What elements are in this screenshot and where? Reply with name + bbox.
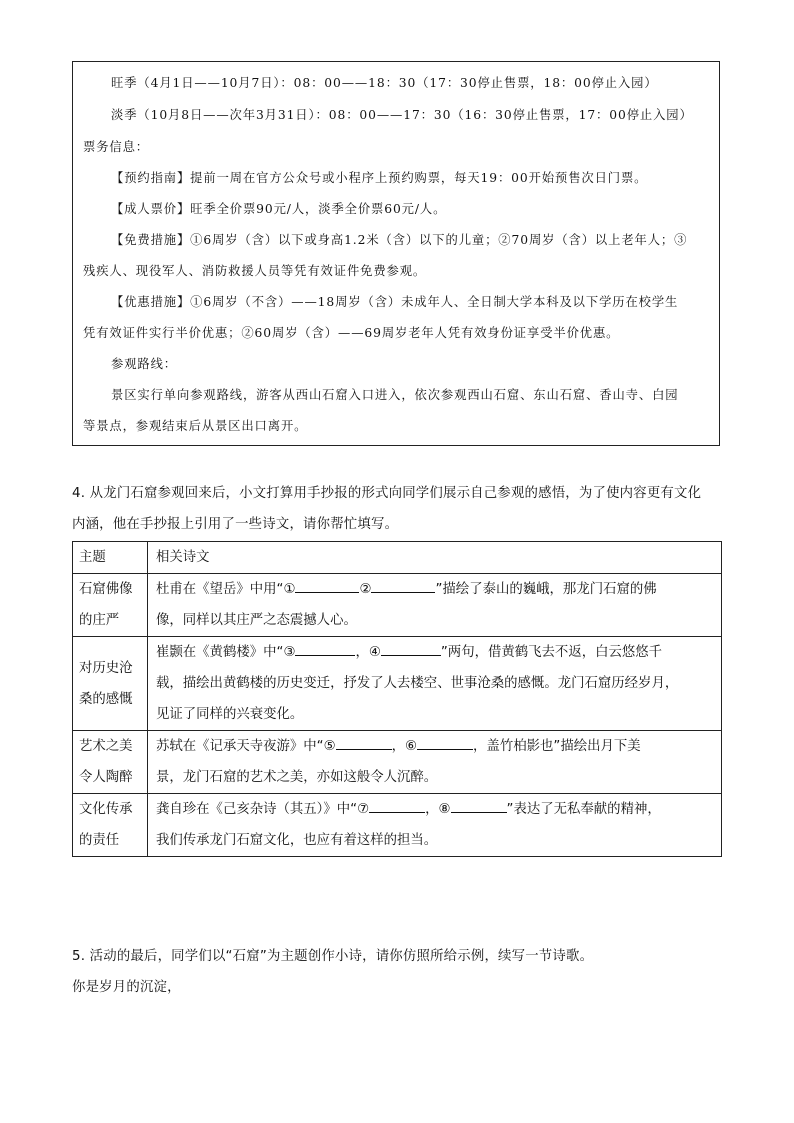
ticket-info-heading: 票务信息： [83,140,149,154]
question5-example-line: 你是岁月的沉淀， [72,980,181,995]
content-cell: 龚自珍在《己亥杂诗（其五）》中“⑦ ，⑧ ”表达了无私奉献的精神， 我们传承龙门石窟文化，也应有着这样的担当。 [148,794,722,857]
blank-6[interactable] [417,735,473,750]
blank-2[interactable] [371,578,435,593]
ticket-info-box [72,61,720,446]
booking-guide: 【预约指南】提前一周在官方公众号或小程序上预约购票，每天19：00开始预售次日门票。 [111,171,648,185]
content-cell: 杜甫在《望岳》中用“① ② ”描绘了泰山的巍峨，那龙门石窟的佛 像，同样以其庄严之态震撼人心。 [148,574,722,637]
table-row [73,574,722,637]
blank-3[interactable] [295,641,355,656]
theme-cell: 石窟佛像 的庄严 [73,574,148,637]
table-row [73,731,722,794]
question4-line2: 内涵，他在手抄报上引用了一些诗文，请你帮忙填写。 [72,517,399,532]
table-row [73,794,722,857]
blank-8[interactable] [451,798,507,813]
content-cell: 苏轼在《记承天寺夜游》中“⑤ ，⑥ ，盖竹柏影也”描绘出月下美 景，龙门石窟的艺术之美，亦如这般令人沉醉。 [148,731,722,794]
theme-cell: 文化传承 的责任 [73,794,148,857]
blank-5[interactable] [336,735,392,750]
theme-cell: 艺术之美 令人陶醉 [73,731,148,794]
table-row [73,637,722,731]
header-content: 相关诗文 [148,542,722,574]
free-policy-line1: 【免费措施】①6周岁（含）以下或身高1.2米（含）以下的儿童；②70周岁（含）以上老年人；③ [111,233,688,247]
blank-1[interactable] [295,578,359,593]
route-line2: 等景点，参观结束后从景区出口离开。 [83,419,308,433]
off-season-hours: 淡季（10月8日——次年3月31日）：08：00——17：30（16：30停止售票，17：00停止入园） [111,108,693,122]
free-policy-line2: 残疾人、现役军人、消防救援人员等凭有效证件免费参观。 [83,264,427,278]
table-header-row [73,542,722,574]
discount-policy-line1: 【优惠措施】①6周岁（不含）——18周岁（含）未成年人、全日制大学本科及以下学历在校学生 [111,295,679,309]
content-cell: 崔颢在《黄鹤楼》中“③ ，④ ”两句，借黄鹤飞去不返，白云悠悠千 载，描绘出黄鹤楼的历史变迁，抒发了人去楼空、世事沧桑的感慨。龙门石窟历经岁月， 见证了同样的兴衰变化。 [148,637,722,731]
question4-line1: 4. 从龙门石窟参观回来后，小文打算用手抄报的形式向同学们展示自己参观的感悟，为了使内容更有文化 [72,486,702,501]
question5-line1: 5. 活动的最后，同学们以“石窟”为主题创作小诗，请你仿照所给示例，续写一节诗歌。 [72,949,594,964]
blank-7[interactable] [369,798,425,813]
blank-4[interactable] [381,641,441,656]
theme-cell: 对历史沧 桑的感慨 [73,637,148,731]
peak-season-hours: 旺季（4月1日——10月7日）：08：00——18：30（17：30停止售票，18：00停止入园） [111,76,658,90]
poetry-table [72,541,722,857]
discount-policy-line2: 凭有效证件实行半价优惠；②60周岁（含）——69周岁老年人凭有效身份证享受半价优惠。 [83,326,620,340]
route-heading: 参观路线： [111,357,177,371]
route-line1: 景区实行单向参观路线，游客从西山石窟入口进入，依次参观西山石窟、东山石窟、香山寺、白园 [111,388,679,402]
adult-price: 【成人票价】旺季全价票90元/人，淡季全价票60元/人。 [111,202,447,216]
header-theme: 主题 [73,542,148,574]
